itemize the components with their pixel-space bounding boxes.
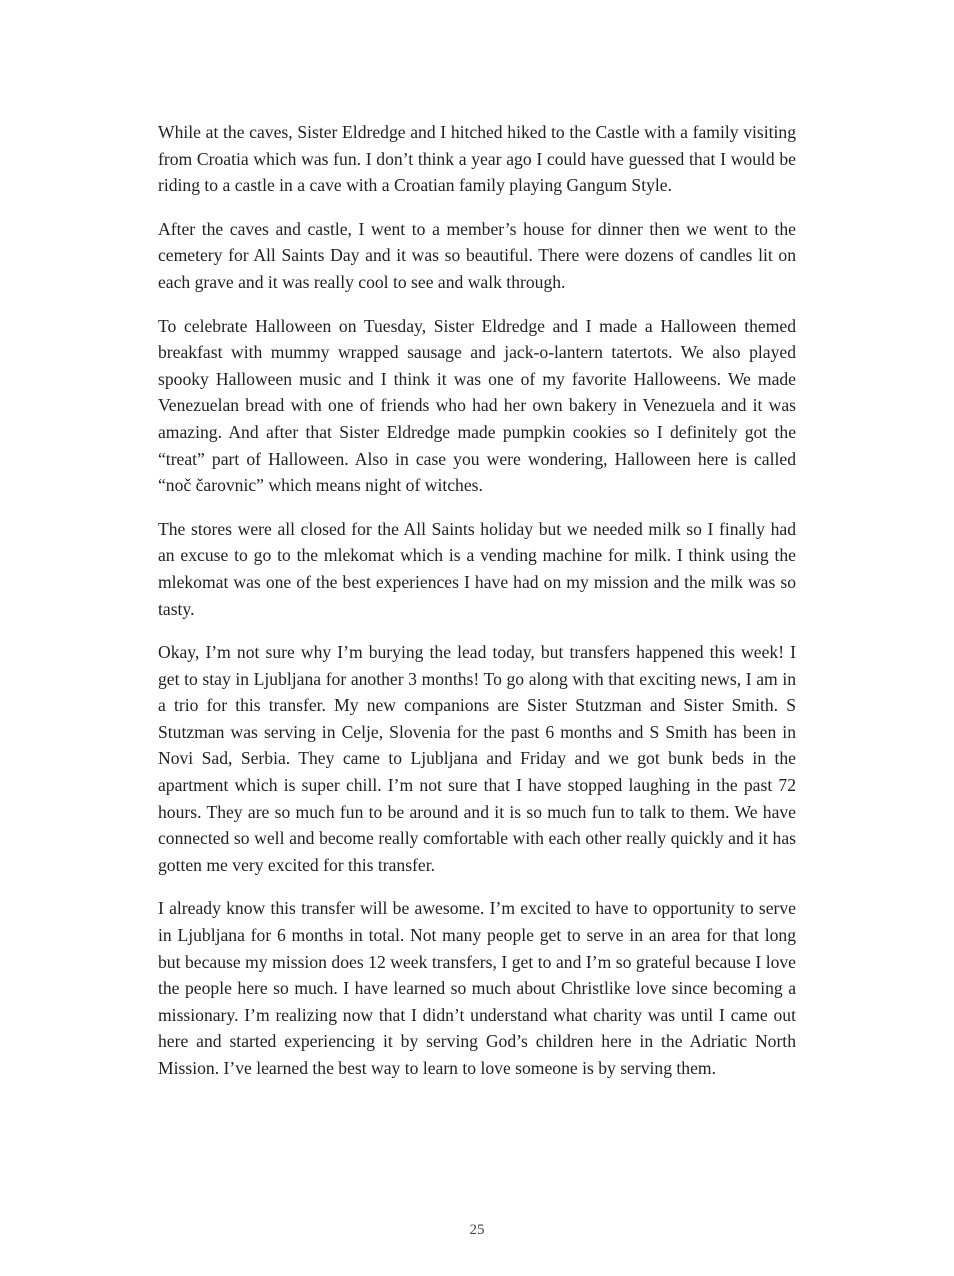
page-number: 25 [469, 1222, 485, 1238]
paragraph-all-saints-day: After the caves and castle, I went to a member’s house for dinner then we went to the cemetery for All Saints Day and it was so beautiful. There were dozens of candles lit on each grave and it was really cool to see and walk through. [158, 218, 796, 292]
paragraph-transfers: Okay, I’m not sure why I’m burying the lead today, but transfers happened this week! I get to stay in Ljubljana for another 3 months! To go along with that exciting news, I am in a trio for this transfer. My new companions are Sister Stutzman and Sister Smith. S Stutzman was serving in Celje, Slovenia for the past 6 months and S Smith has been in Novi Sad, Serbia. They came to Ljubljana and Friday and we got bunk beds in the apartment which is super chill. I’m not sure that I have stopped laughing in the past 72 hours. They are so much fun to be around and it is so much fun to talk to them. We have connected so well and become really comfortable with each other really quickly and it has gotten me very excited for this transfer. [158, 642, 796, 875]
paragraph-mlekomat: The stores were all closed for the All Saints holiday but we needed milk so I finally had an excuse to go to the mlekomat which is a vending machine for milk. I think using the mlekomat was one of the best experiences I have had on my mission and the milk was so tasty. [158, 518, 796, 619]
paragraph-awesome-transfer: I already know this transfer will be awesome. I’m excited to have to opportunity to serve in Ljubljana for 6 months in total. Not many people get to serve in an area for that long but because my mission does 12 week transfers, I get to and I’m so grateful because I love the people here so much. I have learned so much about Christlike love since becoming a missionary. I’m realizing now that I didn’t understand what charity was until I came out here and started experiencing it by serving God’s children here in the Adriatic North Mission. I’ve learned the best way to learn to love someone is by serving them. [158, 898, 796, 1078]
body-text [158, 119, 796, 1099]
paragraph-caves-castle: While at the caves, Sister Eldredge and I hitched hiked to the Castle with a family visiting from Croatia which was fun. I don’t think a year ago I could have guessed that I would be riding to a castle in a cave with a Croatian family playing Gangum Style. [158, 122, 796, 196]
paragraph-halloween: To celebrate Halloween on Tuesday, Sister Eldredge and I made a Halloween themed breakfast with mummy wrapped sausage and jack-o-lantern tatertots. We also played spooky Halloween music and I think it was one of my favorite Halloweens. We made Venezuelan bread with one of friends who had her own bakery in Venezuela and it was amazing. And after that Sister Eldredge made pumpkin cookies so I definitely got the “treat” part of Halloween. Also in case you were wondering, Halloween here is called “noč čarovnic” which means night of witches. [158, 315, 796, 496]
